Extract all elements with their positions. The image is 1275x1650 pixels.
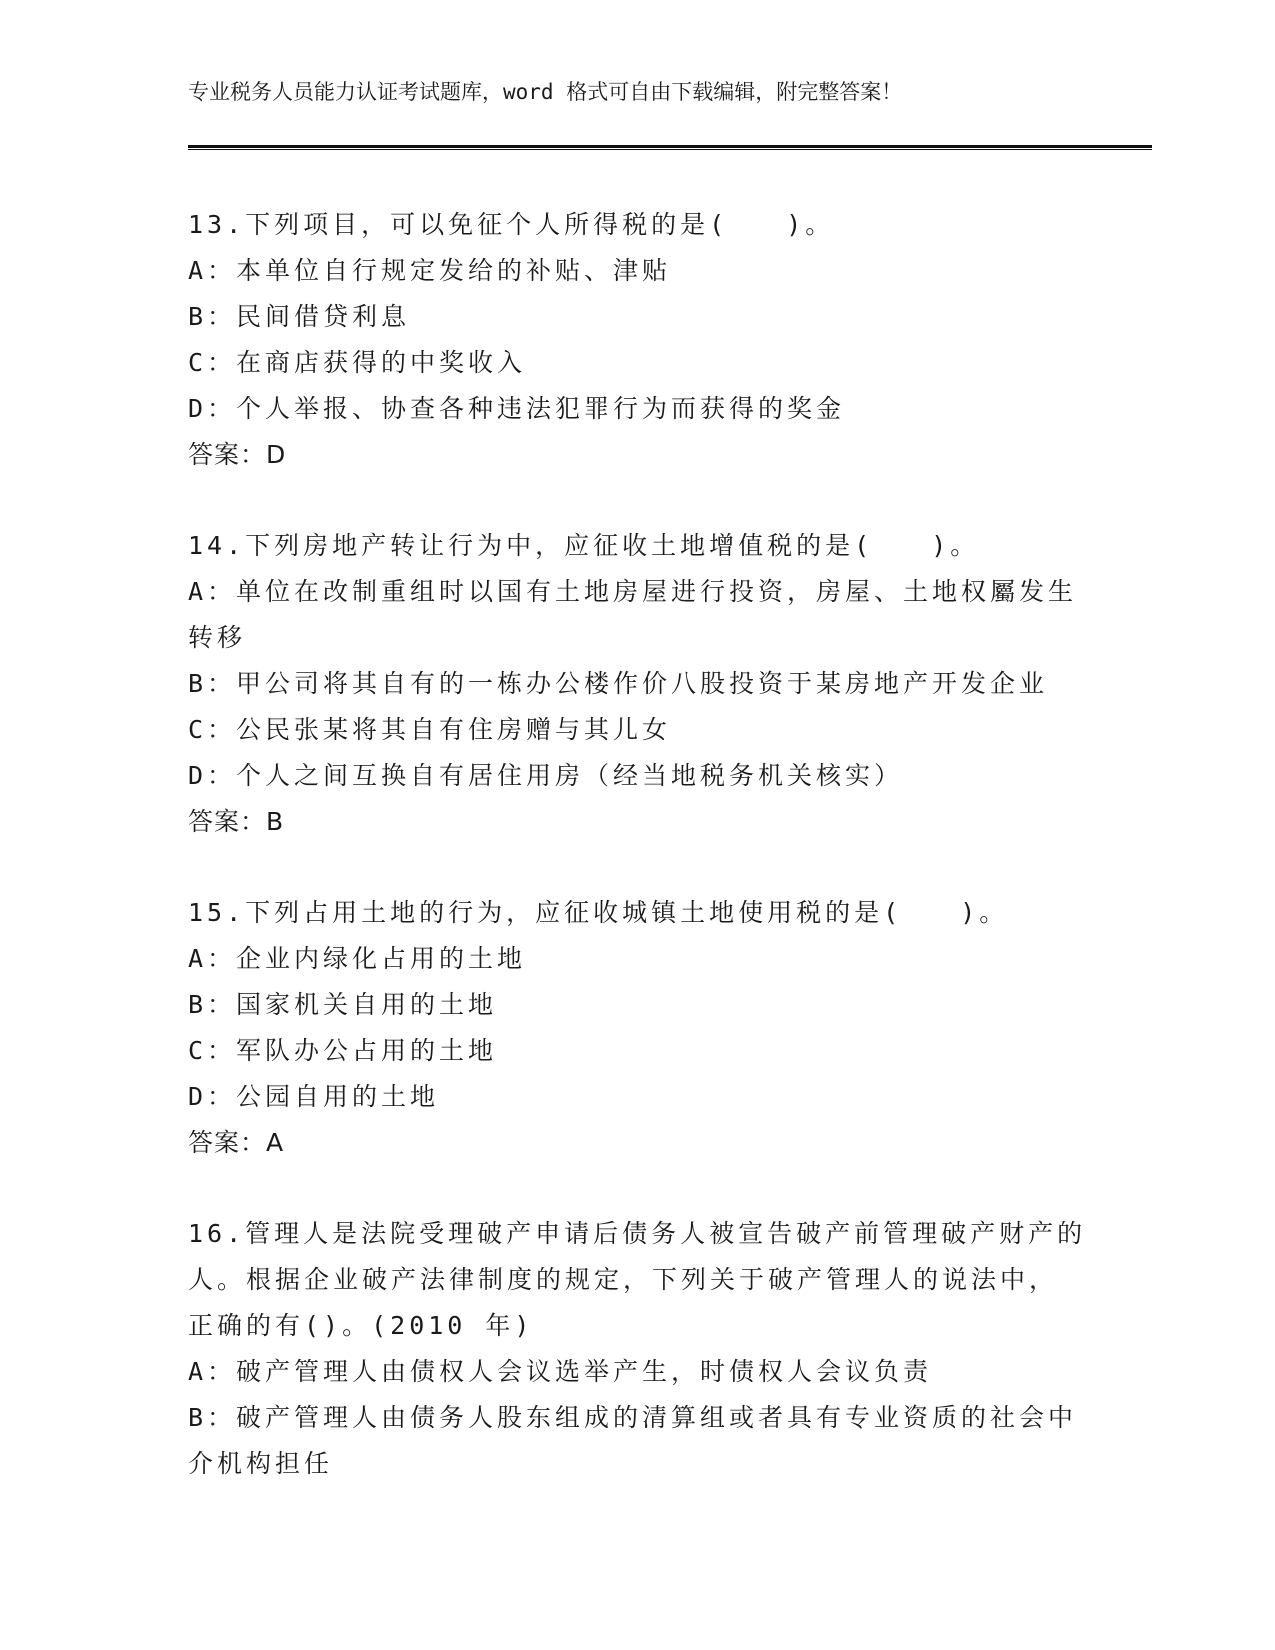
option-b-continued: 介机构担任 <box>188 1449 334 1478</box>
option-c: C：公民张某将其自有住房赠与其儿女 <box>188 715 672 744</box>
question-stem: 16.管理人是法院受理破产申请后债务人被宣告破产前管理破产财产的 <box>188 1219 1087 1248</box>
question-13 <box>188 202 1088 478</box>
answer: 答案：A <box>188 1128 285 1157</box>
option-a: A：本单位自行规定发给的补贴、津贴 <box>188 256 672 285</box>
option-d: D：公园自用的土地 <box>188 1082 440 1111</box>
page-header: 专业税务人员能力认证考试题库，word 格式可自由下载编辑，附完整答案！ <box>188 80 903 104</box>
question-stem: 15.下列占用土地的行为，应征收城镇土地使用税的是( )。 <box>188 898 1009 927</box>
question-15 <box>188 890 1088 1166</box>
question-stem-continued: 人。根据企业破产法律制度的规定，下列关于破产管理人的说法中， <box>188 1265 1059 1294</box>
question-stem: 14.下列房地产转让行为中，应征收土地增值税的是( )。 <box>188 531 980 560</box>
question-16 <box>188 1211 1088 1487</box>
option-b: B：民间借贷利息 <box>188 302 411 331</box>
question-14 <box>188 523 1088 845</box>
option-b: B：破产管理人由债务人股东组成的清算组或者具有专业资质的社会中 <box>188 1403 1078 1432</box>
option-d: D：个人举报、协查各种违法犯罪行为而获得的奖金 <box>188 394 846 423</box>
option-b: B：国家机关自用的土地 <box>188 990 498 1019</box>
option-b: B：甲公司将其自有的一栋办公楼作价八股投资于某房地产开发企业 <box>188 669 1049 698</box>
option-a: A：单位在改制重组时以国有土地房屋进行投资，房屋、土地权屬发生 <box>188 577 1078 606</box>
question-stem-continued: 正确的有()。(2010 年) <box>188 1311 534 1340</box>
option-a: A：企业内绿化占用的土地 <box>188 944 527 973</box>
answer: 答案：B <box>188 807 285 836</box>
option-a-continued: 转移 <box>188 623 247 652</box>
question-stem: 13.下列项目，可以免征个人所得税的是( )。 <box>188 210 835 239</box>
option-d: D：个人之间互换自有居住用房（经当地税务机关核实） <box>188 761 904 790</box>
option-c: C：在商店获得的中奖收入 <box>188 348 527 377</box>
answer: 答案：D <box>188 440 287 469</box>
option-c: C：军队办公占用的土地 <box>188 1036 498 1065</box>
header-divider <box>188 145 1152 150</box>
question-list <box>188 202 1088 1532</box>
option-a: A：破产管理人由债权人会议选举产生，时债权人会议负责 <box>188 1357 933 1386</box>
